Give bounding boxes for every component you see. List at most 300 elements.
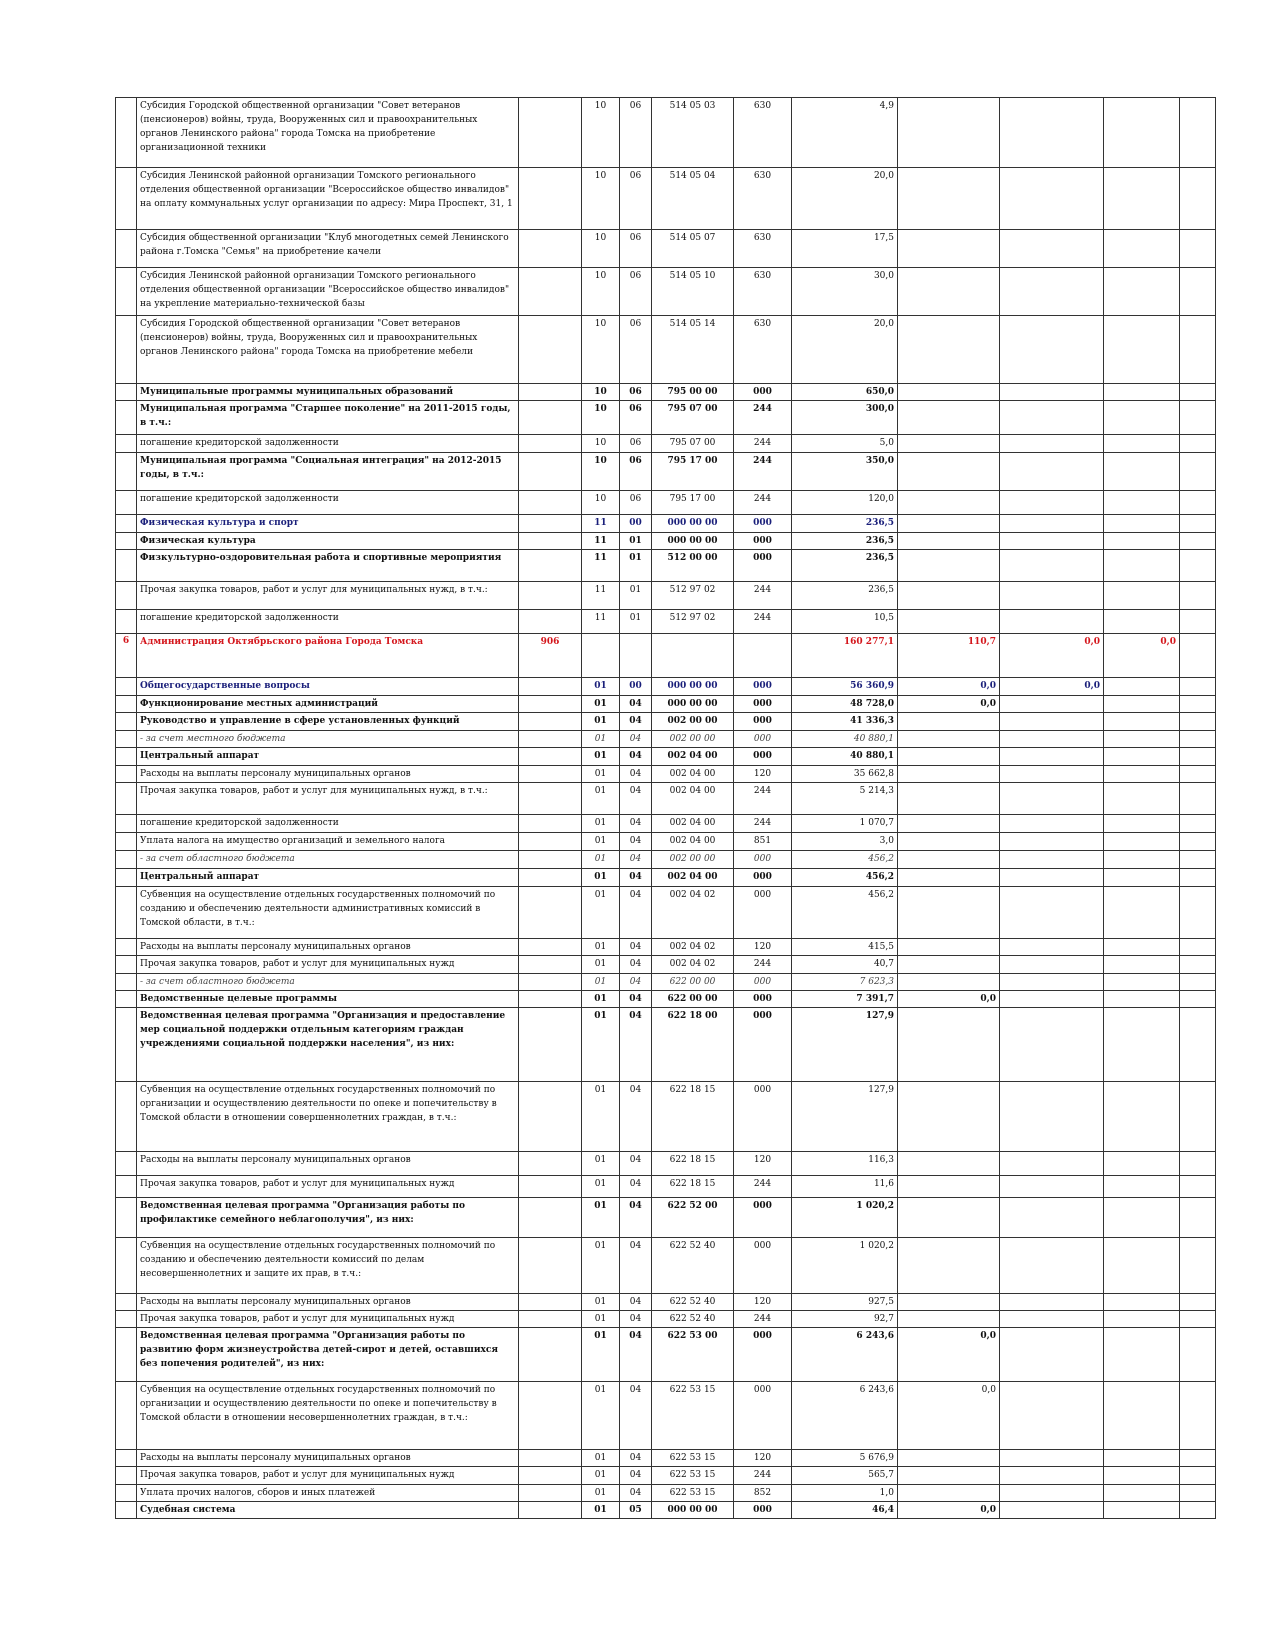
- subsection-code-cell: 04: [620, 815, 652, 833]
- amount-col5-cell: [1180, 974, 1216, 991]
- dept-code-cell: [519, 974, 582, 991]
- target-article-cell: 622 52 40: [652, 1294, 734, 1311]
- dept-code-cell: [519, 533, 582, 550]
- target-article-cell: 622 18 00: [652, 1008, 734, 1082]
- amount-col2-cell: [898, 384, 1000, 401]
- target-article-cell: 002 04 00: [652, 869, 734, 887]
- amount-cell: 300,0: [792, 401, 898, 435]
- amount-cell: 20,0: [792, 316, 898, 384]
- subsection-code-cell: 04: [620, 1152, 652, 1176]
- target-article-cell: 512 97 02: [652, 610, 734, 634]
- amount-col3-cell: [1000, 1082, 1104, 1152]
- amount-cell: 10,5: [792, 610, 898, 634]
- subsection-code-cell: 06: [620, 401, 652, 435]
- dept-code-cell: [519, 550, 582, 582]
- amount-col5-cell: [1180, 851, 1216, 869]
- target-article-cell: 000 00 00: [652, 1502, 734, 1519]
- row-number-cell: [116, 869, 137, 887]
- row-number-cell: [116, 974, 137, 991]
- row-number-cell: [116, 1485, 137, 1502]
- subsection-code-cell: 04: [620, 1238, 652, 1294]
- amount-col5-cell: [1180, 168, 1216, 230]
- dept-code-cell: [519, 582, 582, 610]
- section-code-cell: 01: [582, 748, 620, 766]
- subsection-code-cell: 04: [620, 766, 652, 783]
- dept-code-cell: [519, 435, 582, 453]
- expense-type-cell: 244: [734, 1176, 792, 1198]
- table-row: [116, 1502, 1216, 1519]
- amount-cell: 40,7: [792, 956, 898, 974]
- amount-col4-cell: [1104, 713, 1180, 731]
- amount-col5-cell: [1180, 98, 1216, 168]
- section-code-cell: 01: [582, 851, 620, 869]
- row-number-cell: [116, 731, 137, 748]
- row-number-cell: [116, 384, 137, 401]
- section-code-cell: 01: [582, 1294, 620, 1311]
- amount-col3-cell: [1000, 401, 1104, 435]
- amount-col5-cell: [1180, 1328, 1216, 1382]
- subsection-code-cell: 06: [620, 98, 652, 168]
- dept-code-cell: [519, 98, 582, 168]
- amount-col4-cell: [1104, 869, 1180, 887]
- target-article-cell: 002 04 00: [652, 748, 734, 766]
- amount-col4-cell: [1104, 783, 1180, 815]
- amount-col2-cell: [898, 1198, 1000, 1238]
- target-article-cell: 622 52 40: [652, 1311, 734, 1328]
- section-code-cell: 10: [582, 230, 620, 268]
- expense-type-cell: 000: [734, 1198, 792, 1238]
- subsection-code-cell: 04: [620, 1198, 652, 1238]
- amount-cell: 92,7: [792, 1311, 898, 1328]
- row-number-cell: [116, 939, 137, 956]
- table-row: [116, 766, 1216, 783]
- amount-col2-cell: [898, 956, 1000, 974]
- amount-col4-cell: [1104, 435, 1180, 453]
- amount-col4-cell: [1104, 939, 1180, 956]
- table-row: [116, 384, 1216, 401]
- item-name-cell: Расходы на выплаты персоналу муниципальных органов: [137, 939, 519, 956]
- target-article-cell: 622 52 40: [652, 1238, 734, 1294]
- row-number-cell: [116, 1152, 137, 1176]
- amount-col5-cell: [1180, 550, 1216, 582]
- amount-cell: 1 020,2: [792, 1238, 898, 1294]
- amount-col5-cell: [1180, 887, 1216, 939]
- section-code-cell: 01: [582, 1152, 620, 1176]
- amount-cell: 236,5: [792, 582, 898, 610]
- expense-type-cell: 630: [734, 268, 792, 316]
- subsection-code-cell: 04: [620, 696, 652, 713]
- dept-code-cell: [519, 1485, 582, 1502]
- amount-col5-cell: [1180, 1467, 1216, 1485]
- subsection-code-cell: 04: [620, 991, 652, 1008]
- dept-code-cell: [519, 453, 582, 491]
- target-article-cell: 512 00 00: [652, 550, 734, 582]
- section-code-cell: 01: [582, 1450, 620, 1467]
- dept-code-cell: [519, 833, 582, 851]
- target-article-cell: 622 00 00: [652, 974, 734, 991]
- amount-cell: 46,4: [792, 1502, 898, 1519]
- dept-code-cell: [519, 678, 582, 696]
- target-article-cell: [652, 634, 734, 678]
- amount-col5-cell: [1180, 748, 1216, 766]
- target-article-cell: 002 04 02: [652, 887, 734, 939]
- target-article-cell: 000 00 00: [652, 533, 734, 550]
- item-name-cell: Центральный аппарат: [137, 869, 519, 887]
- dept-code-cell: [519, 815, 582, 833]
- dept-code-cell: [519, 991, 582, 1008]
- amount-col2-cell: [898, 1294, 1000, 1311]
- dept-code-cell: [519, 869, 582, 887]
- item-name-cell: Уплата прочих налогов, сборов и иных платежей: [137, 1485, 519, 1502]
- row-number-cell: [116, 610, 137, 634]
- amount-col4-cell: [1104, 1082, 1180, 1152]
- row-number-cell: [116, 1467, 137, 1485]
- amount-col5-cell: [1180, 783, 1216, 815]
- row-number-cell: [116, 991, 137, 1008]
- amount-cell: 650,0: [792, 384, 898, 401]
- dept-code-cell: [519, 1467, 582, 1485]
- section-code-cell: 11: [582, 582, 620, 610]
- table-row: [116, 869, 1216, 887]
- dept-code-cell: 906: [519, 634, 582, 678]
- item-name-cell: Функционирование местных администраций: [137, 696, 519, 713]
- expense-type-cell: 244: [734, 1311, 792, 1328]
- table-row: [116, 435, 1216, 453]
- target-article-cell: 002 04 00: [652, 783, 734, 815]
- amount-col4-cell: [1104, 230, 1180, 268]
- amount-col3-cell: [1000, 815, 1104, 833]
- subsection-code-cell: [620, 634, 652, 678]
- amount-col5-cell: [1180, 731, 1216, 748]
- amount-col3-cell: [1000, 991, 1104, 1008]
- section-code-cell: 10: [582, 491, 620, 515]
- item-name-cell: Муниципальная программа "Старшее поколение" на 2011-2015 годы, в т.ч.:: [137, 401, 519, 435]
- subsection-code-cell: 04: [620, 1082, 652, 1152]
- amount-col3-cell: [1000, 610, 1104, 634]
- amount-col3-cell: 0,0: [1000, 634, 1104, 678]
- row-number-cell: [116, 168, 137, 230]
- section-code-cell: 01: [582, 1311, 620, 1328]
- target-article-cell: 514 05 03: [652, 98, 734, 168]
- dept-code-cell: [519, 1152, 582, 1176]
- amount-cell: 40 880,1: [792, 748, 898, 766]
- target-article-cell: 002 04 02: [652, 956, 734, 974]
- section-code-cell: 01: [582, 939, 620, 956]
- subsection-code-cell: 04: [620, 1467, 652, 1485]
- dept-code-cell: [519, 268, 582, 316]
- amount-col4-cell: 0,0: [1104, 634, 1180, 678]
- amount-col3-cell: [1000, 1311, 1104, 1328]
- row-number-cell: [116, 956, 137, 974]
- dept-code-cell: [519, 515, 582, 533]
- target-article-cell: 514 05 14: [652, 316, 734, 384]
- amount-col2-cell: [898, 1152, 1000, 1176]
- subsection-code-cell: 04: [620, 1008, 652, 1082]
- amount-col4-cell: [1104, 1238, 1180, 1294]
- item-name-cell: Физкультурно-оздоровительная работа и спортивные мероприятия: [137, 550, 519, 582]
- row-number-cell: [116, 98, 137, 168]
- amount-cell: 415,5: [792, 939, 898, 956]
- amount-col5-cell: [1180, 634, 1216, 678]
- amount-cell: 236,5: [792, 533, 898, 550]
- table-row: [116, 1198, 1216, 1238]
- row-number-cell: [116, 1450, 137, 1467]
- row-number-cell: [116, 833, 137, 851]
- expense-type-cell: 244: [734, 815, 792, 833]
- amount-col2-cell: 0,0: [898, 1502, 1000, 1519]
- expense-type-cell: 000: [734, 678, 792, 696]
- row-number-cell: 6: [116, 634, 137, 678]
- amount-col5-cell: [1180, 610, 1216, 634]
- subsection-code-cell: 04: [620, 1294, 652, 1311]
- amount-col3-cell: [1000, 1502, 1104, 1519]
- amount-col4-cell: [1104, 1450, 1180, 1467]
- item-name-cell: погашение кредиторской задолженности: [137, 435, 519, 453]
- amount-col3-cell: [1000, 833, 1104, 851]
- amount-cell: 20,0: [792, 168, 898, 230]
- subsection-code-cell: 04: [620, 956, 652, 974]
- amount-col3-cell: [1000, 1152, 1104, 1176]
- amount-col5-cell: [1180, 515, 1216, 533]
- amount-col2-cell: [898, 98, 1000, 168]
- item-name-cell: - за счет местного бюджета: [137, 731, 519, 748]
- amount-col2-cell: [898, 713, 1000, 731]
- row-number-cell: [116, 268, 137, 316]
- subsection-code-cell: 04: [620, 869, 652, 887]
- subsection-code-cell: 01: [620, 550, 652, 582]
- section-code-cell: 01: [582, 1467, 620, 1485]
- row-number-cell: [116, 316, 137, 384]
- table-row: [116, 533, 1216, 550]
- row-number-cell: [116, 887, 137, 939]
- table-row: [116, 713, 1216, 731]
- amount-cell: 6 243,6: [792, 1328, 898, 1382]
- dept-code-cell: [519, 1502, 582, 1519]
- amount-col5-cell: [1180, 1382, 1216, 1450]
- amount-col3-cell: [1000, 491, 1104, 515]
- amount-col2-cell: [898, 268, 1000, 316]
- table-body: [116, 98, 1216, 1519]
- section-code-cell: 11: [582, 550, 620, 582]
- amount-col3-cell: [1000, 384, 1104, 401]
- amount-col3-cell: [1000, 1238, 1104, 1294]
- table-row: [116, 610, 1216, 634]
- amount-col5-cell: [1180, 766, 1216, 783]
- dept-code-cell: [519, 491, 582, 515]
- section-code-cell: 01: [582, 1382, 620, 1450]
- amount-col2-cell: [898, 851, 1000, 869]
- item-name-cell: Прочая закупка товаров, работ и услуг для муниципальных нужд: [137, 1176, 519, 1198]
- amount-col3-cell: [1000, 582, 1104, 610]
- section-code-cell: 10: [582, 168, 620, 230]
- expense-type-cell: 000: [734, 1008, 792, 1082]
- row-number-cell: [116, 491, 137, 515]
- amount-cell: 456,2: [792, 851, 898, 869]
- amount-col5-cell: [1180, 1008, 1216, 1082]
- section-code-cell: 01: [582, 887, 620, 939]
- amount-col3-cell: [1000, 1485, 1104, 1502]
- amount-col3-cell: [1000, 748, 1104, 766]
- amount-col4-cell: [1104, 316, 1180, 384]
- amount-col3-cell: [1000, 1198, 1104, 1238]
- amount-col3-cell: [1000, 98, 1104, 168]
- amount-col3-cell: [1000, 453, 1104, 491]
- subsection-code-cell: 04: [620, 1176, 652, 1198]
- subsection-code-cell: 01: [620, 610, 652, 634]
- amount-col5-cell: [1180, 268, 1216, 316]
- dept-code-cell: [519, 1328, 582, 1382]
- expense-type-cell: 630: [734, 168, 792, 230]
- target-article-cell: 002 04 00: [652, 766, 734, 783]
- expense-type-cell: 244: [734, 401, 792, 435]
- row-number-cell: [116, 1176, 137, 1198]
- amount-col2-cell: [898, 533, 1000, 550]
- item-name-cell: Субсидия Ленинской районной организации Томского регионального отделения общественной организации "Всероссийское общество инвалидов" на оплату коммунальных услуг организации по адресу: Мира Проспект, 31, 1: [137, 168, 519, 230]
- amount-col2-cell: [898, 1082, 1000, 1152]
- amount-col2-cell: [898, 453, 1000, 491]
- section-code-cell: 01: [582, 869, 620, 887]
- amount-col5-cell: [1180, 1311, 1216, 1328]
- item-name-cell: Расходы на выплаты персоналу муниципальных органов: [137, 1450, 519, 1467]
- item-name-cell: Расходы на выплаты персоналу муниципальных органов: [137, 1294, 519, 1311]
- amount-col5-cell: [1180, 316, 1216, 384]
- amount-col4-cell: [1104, 678, 1180, 696]
- amount-col4-cell: [1104, 610, 1180, 634]
- table-row: [116, 453, 1216, 491]
- amount-col3-cell: [1000, 766, 1104, 783]
- row-number-cell: [116, 1008, 137, 1082]
- table-row: [116, 582, 1216, 610]
- amount-col3-cell: [1000, 731, 1104, 748]
- dept-code-cell: [519, 956, 582, 974]
- amount-col3-cell: [1000, 1008, 1104, 1082]
- amount-col4-cell: [1104, 1382, 1180, 1450]
- expense-type-cell: 120: [734, 1152, 792, 1176]
- target-article-cell: 514 05 07: [652, 230, 734, 268]
- expense-type-cell: 244: [734, 582, 792, 610]
- amount-col5-cell: [1180, 401, 1216, 435]
- amount-col2-cell: [898, 974, 1000, 991]
- amount-col3-cell: [1000, 887, 1104, 939]
- subsection-code-cell: 04: [620, 1328, 652, 1382]
- amount-cell: 127,9: [792, 1082, 898, 1152]
- section-code-cell: 11: [582, 533, 620, 550]
- table-row: [116, 1152, 1216, 1176]
- subsection-code-cell: 04: [620, 731, 652, 748]
- table-row: [116, 678, 1216, 696]
- amount-col2-cell: [898, 815, 1000, 833]
- amount-col4-cell: [1104, 1502, 1180, 1519]
- target-article-cell: 002 04 00: [652, 833, 734, 851]
- amount-col5-cell: [1180, 678, 1216, 696]
- table-row: [116, 1328, 1216, 1382]
- table-row: [116, 1082, 1216, 1152]
- amount-cell: 456,2: [792, 887, 898, 939]
- table-row: [116, 783, 1216, 815]
- expense-type-cell: 851: [734, 833, 792, 851]
- dept-code-cell: [519, 1198, 582, 1238]
- row-number-cell: [116, 815, 137, 833]
- section-code-cell: 01: [582, 1008, 620, 1082]
- item-name-cell: Прочая закупка товаров, работ и услуг для муниципальных нужд, в т.ч.:: [137, 582, 519, 610]
- amount-col3-cell: [1000, 515, 1104, 533]
- amount-col4-cell: [1104, 851, 1180, 869]
- expense-type-cell: 000: [734, 1238, 792, 1294]
- section-code-cell: 01: [582, 1238, 620, 1294]
- amount-cell: 1,0: [792, 1485, 898, 1502]
- subsection-code-cell: 00: [620, 515, 652, 533]
- expense-type-cell: 000: [734, 869, 792, 887]
- row-number-cell: [116, 1311, 137, 1328]
- target-article-cell: 622 18 15: [652, 1176, 734, 1198]
- amount-cell: 48 728,0: [792, 696, 898, 713]
- expense-type-cell: 244: [734, 610, 792, 634]
- amount-cell: 7 391,7: [792, 991, 898, 1008]
- section-code-cell: 01: [582, 696, 620, 713]
- table-row: [116, 550, 1216, 582]
- expense-type-cell: 000: [734, 731, 792, 748]
- item-name-cell: Ведомственная целевая программа "Организация работы по развитию форм жизнеустройства детей-сирот и детей, оставшихся без попечения родителей", из них:: [137, 1328, 519, 1382]
- amount-col4-cell: [1104, 550, 1180, 582]
- expense-type-cell: 120: [734, 1450, 792, 1467]
- dept-code-cell: [519, 713, 582, 731]
- subsection-code-cell: 04: [620, 939, 652, 956]
- expense-type-cell: 000: [734, 974, 792, 991]
- item-name-cell: Муниципальные программы муниципальных образований: [137, 384, 519, 401]
- table-row: [116, 1008, 1216, 1082]
- expense-type-cell: 000: [734, 696, 792, 713]
- amount-col3-cell: [1000, 713, 1104, 731]
- section-code-cell: 01: [582, 1328, 620, 1382]
- amount-col3-cell: [1000, 435, 1104, 453]
- table-row: [116, 491, 1216, 515]
- amount-col3-cell: [1000, 550, 1104, 582]
- row-number-cell: [116, 1198, 137, 1238]
- amount-col2-cell: [898, 833, 1000, 851]
- amount-cell: 5 676,9: [792, 1450, 898, 1467]
- dept-code-cell: [519, 384, 582, 401]
- target-article-cell: 622 18 15: [652, 1082, 734, 1152]
- amount-col2-cell: [898, 869, 1000, 887]
- expense-type-cell: 630: [734, 98, 792, 168]
- amount-col2-cell: [898, 1176, 1000, 1198]
- subsection-code-cell: 04: [620, 1382, 652, 1450]
- item-name-cell: - за счет областного бюджета: [137, 851, 519, 869]
- item-name-cell: Уплата налога на имущество организаций и земельного налога: [137, 833, 519, 851]
- amount-col3-cell: [1000, 696, 1104, 713]
- amount-col2-cell: [898, 1238, 1000, 1294]
- amount-cell: 6 243,6: [792, 1382, 898, 1450]
- target-article-cell: 002 00 00: [652, 851, 734, 869]
- row-number-cell: [116, 515, 137, 533]
- budget-table: [115, 97, 1216, 1519]
- table-row: [116, 956, 1216, 974]
- amount-col5-cell: [1180, 956, 1216, 974]
- amount-col3-cell: [1000, 956, 1104, 974]
- table-row: [116, 991, 1216, 1008]
- amount-col2-cell: [898, 401, 1000, 435]
- item-name-cell: Прочая закупка товаров, работ и услуг для муниципальных нужд, в т.ч.:: [137, 783, 519, 815]
- item-name-cell: Расходы на выплаты персоналу муниципальных органов: [137, 766, 519, 783]
- dept-code-cell: [519, 1311, 582, 1328]
- subsection-code-cell: 06: [620, 435, 652, 453]
- amount-col3-cell: [1000, 1467, 1104, 1485]
- row-number-cell: [116, 1294, 137, 1311]
- amount-col2-cell: [898, 939, 1000, 956]
- amount-cell: 35 662,8: [792, 766, 898, 783]
- table-row: [116, 634, 1216, 678]
- row-number-cell: [116, 1502, 137, 1519]
